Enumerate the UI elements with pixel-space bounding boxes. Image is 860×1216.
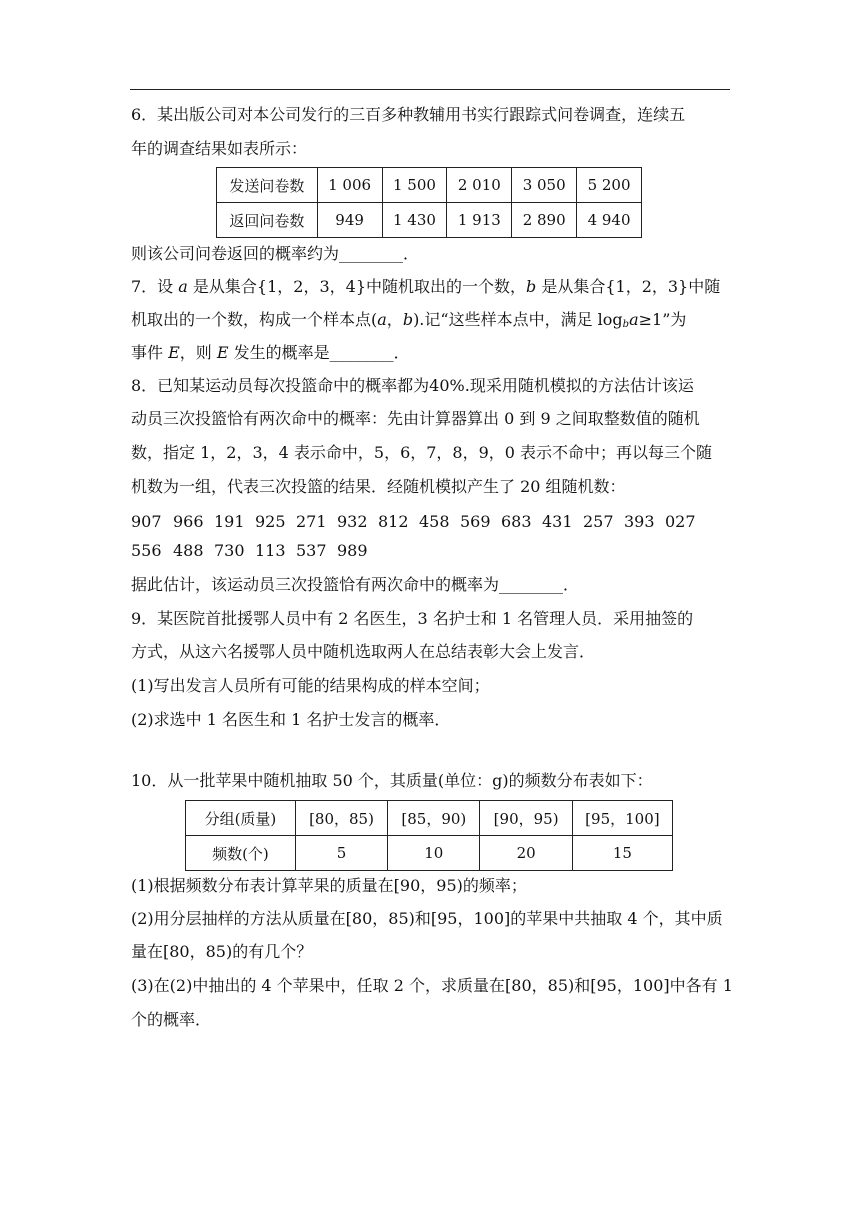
table-cell: 1 430 (382, 203, 447, 238)
table-cell: 20 (480, 836, 572, 871)
q9-text-line1: 9．某医院首批援鄂人员中有 2 名医生，3 名护士和 1 名管理人员．采用抽签的 (131, 609, 694, 628)
table-cell: 5 200 (577, 168, 642, 203)
random-number: 932 (337, 512, 368, 531)
q9-text-line4: (2)求选中 1 名医生和 1 名护士发言的概率． (131, 710, 451, 729)
q7-text-line1: 7．设 a 是从集合{1，2，3，4}中随机取出的一个数，b 是从集合{1，2，3}中随 (131, 277, 721, 296)
q7-text-line2: 机取出的一个数，构成一个样本点(a，b).记“这些样本点中，满足 $\log_ba\ge 1$”为 (131, 310, 687, 330)
q10-frequency-table (185, 800, 673, 871)
q8-random-numbers-row1 (131, 512, 695, 532)
random-number: 027 (665, 512, 696, 531)
random-number: 966 (173, 512, 204, 531)
q8-text-line3: 数，指定 1，2，3，4 表示命中，5，6，7，8，9，0 表示不命中；再以每三个随 (131, 443, 713, 462)
random-number: 431 (542, 512, 573, 531)
random-number: 812 (378, 512, 409, 531)
q6-survey-table (216, 167, 642, 238)
table-row (217, 168, 642, 203)
q10-text-line4: 量在[80，85)的有几个？ (131, 942, 313, 961)
table-cell: 10 (388, 836, 480, 871)
table-cell: 1 006 (317, 168, 382, 203)
table-cell: 1 913 (447, 203, 512, 238)
table-row (186, 801, 673, 836)
q8-text-line2: 动员三次投篮恰有两次命中的概率：先由计算器算出 0 到 9 之间取整数值的随机 (131, 409, 700, 428)
q10-text-line2: (1)根据频数分布表计算苹果的质量在[90，95)的频率； (131, 876, 527, 895)
table-cell-label: 频数(个) (186, 836, 296, 871)
random-number: 488 (173, 541, 204, 560)
table-cell: 5 (295, 836, 387, 871)
q7-text-line3: 事件 E，则 E 发生的概率是________． (131, 343, 410, 362)
q8-random-numbers-row2 (131, 541, 378, 561)
table-cell: [90，95) (480, 801, 572, 836)
random-number: 683 (501, 512, 532, 531)
q6-text-line2: 年的调查结果如表所示： (131, 139, 308, 158)
random-number: 730 (214, 541, 245, 560)
q10-text-line6: 个的概率． (131, 1010, 212, 1029)
random-number: 537 (296, 541, 327, 560)
table-cell: 1 500 (382, 168, 447, 203)
table-cell-label: 返回问卷数 (217, 203, 318, 238)
table-cell: 2 010 (447, 168, 512, 203)
q9-text-line3: (1)写出发言人员所有可能的结果构成的样本空间； (131, 676, 490, 695)
q10-text-line3: (2)用分层抽样的方法从质量在[80，85)和[95，100]的苹果中共抽取 4 个，其中质 (131, 909, 723, 928)
random-number: 907 (131, 512, 162, 531)
q9-text-line2: 方式，从这六名援鄂人员中随机选取两人在总结表彰大会上发言． (131, 642, 596, 661)
q6-text-line3: 则该公司问卷返回的概率约为________． (131, 244, 420, 263)
random-number: 458 (419, 512, 450, 531)
table-cell: 15 (572, 836, 672, 871)
random-number: 271 (296, 512, 327, 531)
q8-text-line5: 据此估计，该运动员三次投篮恰有两次命中的概率为________． (131, 575, 580, 594)
table-cell: 3 050 (512, 168, 577, 203)
q10-text-line1: 10．从一批苹果中随机抽取 50 个，其质量(单位：g)的频数分布表如下： (131, 771, 653, 790)
table-cell: 4 940 (577, 203, 642, 238)
random-number: 925 (255, 512, 286, 531)
table-row (186, 836, 673, 871)
random-number: 113 (255, 541, 286, 560)
table-cell: [95，100] (572, 801, 672, 836)
table-cell: [80，85) (295, 801, 387, 836)
table-cell: 2 890 (512, 203, 577, 238)
table-cell: [85，90) (388, 801, 480, 836)
random-number: 191 (214, 512, 245, 531)
random-number: 257 (583, 512, 614, 531)
table-cell: 949 (317, 203, 382, 238)
random-number: 569 (460, 512, 491, 531)
header-rule (130, 89, 730, 90)
q10-text-line5: (3)在(2)中抽出的 4 个苹果中，任取 2 个，求质量在[80，85)和[95，100]中各有 1 (131, 976, 733, 995)
q6-text-line1: 6．某出版公司对本公司发行的三百多种教辅用书实行跟踪式问卷调查，连续五 (131, 105, 686, 124)
table-row (217, 203, 642, 238)
random-number: 556 (131, 541, 162, 560)
q8-text-line1: 8．已知某运动员每次投篮命中的概率都为40%.现采用随机模拟的方法估计该运 (131, 376, 694, 395)
table-cell-label: 发送问卷数 (217, 168, 318, 203)
random-number: 393 (624, 512, 655, 531)
q8-text-line4: 机数为一组，代表三次投篮的结果．经随机模拟产生了 20 组随机数： (131, 477, 626, 496)
table-cell-label: 分组(质量) (186, 801, 296, 836)
random-number: 989 (337, 541, 368, 560)
